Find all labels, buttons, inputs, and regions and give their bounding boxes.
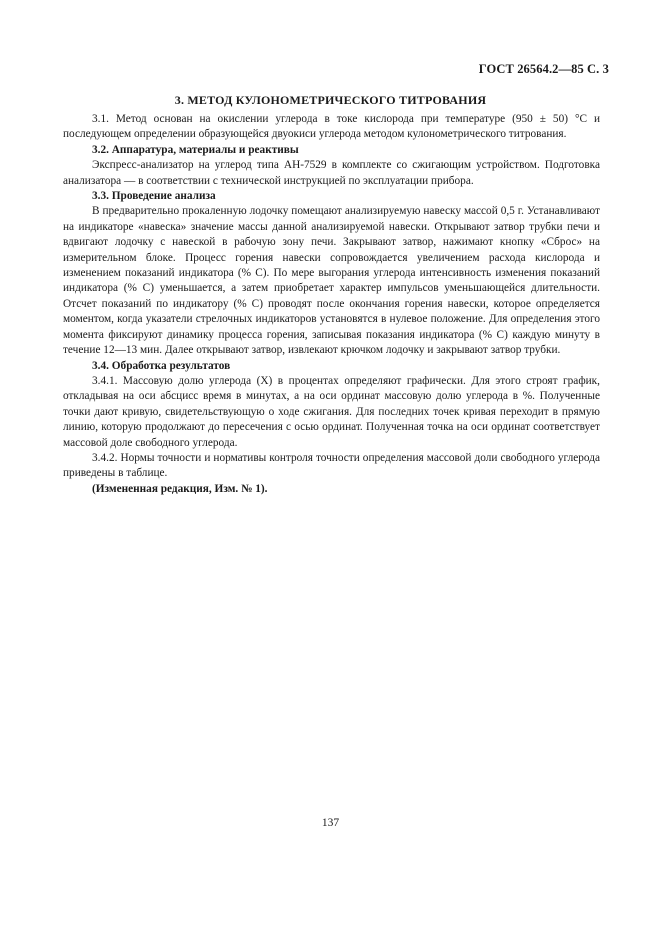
section-title: 3. МЕТОД КУЛОНОМЕТРИЧЕСКОГО ТИТРОВАНИЯ (174, 93, 487, 107)
body-text (63, 112, 600, 497)
subheading-3-2: 3.2. Аппаратура, материалы и реактивы (92, 143, 299, 156)
amendment-note: (Измененная редакция, Изм. № 1). (92, 482, 268, 495)
paragraph-3-2-text: Экспресс-анализатор на углерод типа АН-7529 в комплекте со сжигающим устройством. Подготовка анализатора — в соответствии с технической инструкцией по эксплуатации прибора. (63, 159, 600, 187)
paragraph-3-1: 3.1. Метод основан на окислении углерода в токе кислорода при температуре (950 ± 50) °С и последующем определении образующейся двуокиси углерода методом кулонометрического титрования. (63, 113, 600, 141)
subheading-3-3: 3.3. Проведение анализа (92, 190, 216, 203)
paragraph-3-3-text: В предварительно прокаленную лодочку помещают анализируемую навеску массой 0,5 г. Устанавливают на индикаторе «навеска» значение массы данной анализируемой навески. Открывают затвор трубки печи и вдвигают лодочку с навеской в рабочую зону печи. Закрывают затвор, нажимают кнопку «Сброс» на измерительном блоке. Процесс горения навески сопровождается увеличением расхода кислорода и изменением показаний индикатора (% С). По мере выгорания углерода интенсивность изменения показаний индикатора (% С) уменьшается, а затем приобретает характер импульсов уменьшающейся длительности. Отсчет показаний по индикатору (% С) проводят после окончания горения навески, которое определяется моментом, когда указатели стрелочных индикаторов установятся в нулевое положение. Для определения этого момента фиксируют динамику процесса горения, записывая показания индикатора (% С) каждую минуту в течение 12—13 мин. Далее открывают затвор, извлекают крючком лодочку и закрывают затвор трубки. (63, 205, 600, 357)
document-code: ГОСТ 26564.2—85 С. 3 (478, 62, 609, 76)
paragraph-3-4-1: 3.4.1. Массовую долю углерода (Х) в процентах определяют графически. Для этого строят график, откладывая на оси абсцисс время в минутах, а на оси ординат массовую долю углерода в %. Полученные точки дают кривую, свидетельствующую о ходе сжигания. Для последних точек кривая переходит в прямую линию, которую продолжают до пересечения с осью ординат. Полученная точка на оси ординат соответствует массовой доле свободного углерода. (63, 374, 600, 449)
page-number: 137 (321, 817, 340, 829)
paragraph-3-4-2: 3.4.2. Нормы точности и нормативы контроля точности определения массовой доли свободного углерода приведены в таблице. (63, 451, 600, 480)
subheading-3-4: 3.4. Обработка результатов (92, 359, 231, 372)
